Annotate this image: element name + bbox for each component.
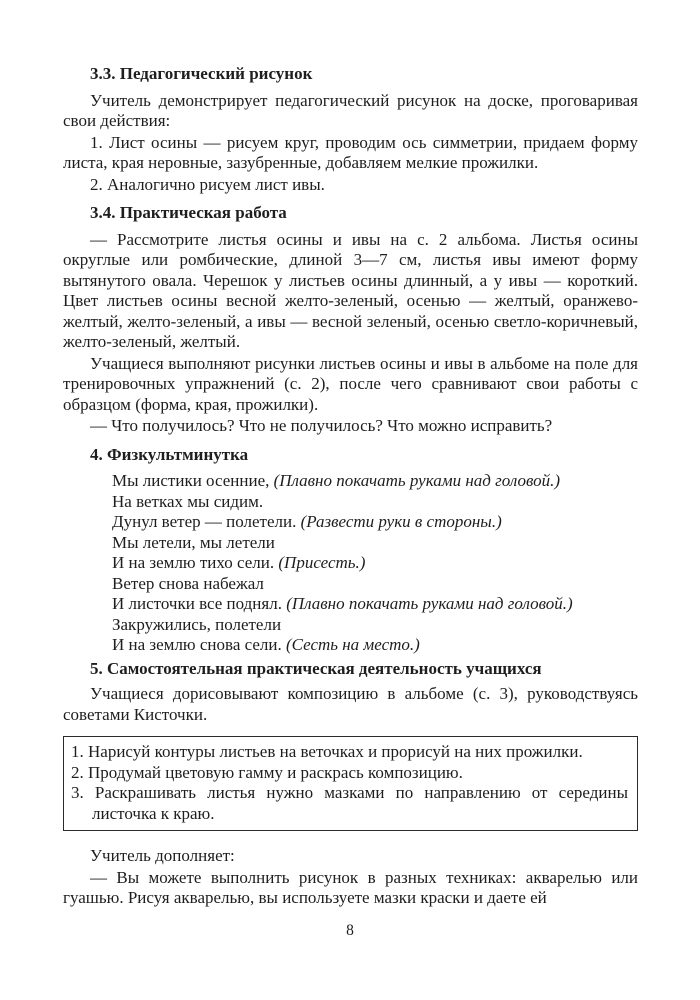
section-heading-3-3: 3.3. Педагогический рисунок: [90, 64, 313, 83]
poem-line-text: И листочки все поднял.: [112, 594, 282, 613]
poem-line-text: Закружились, полетели: [112, 614, 282, 634]
poem-line: [112, 471, 638, 492]
poem-line-action: (Плавно покачать руками над головой.): [286, 594, 573, 613]
poem-line: [112, 594, 638, 615]
section-heading-3-4: 3.4. Практическая работа: [90, 203, 287, 222]
section-heading-4: 4. Физкультминутка: [90, 444, 249, 464]
paragraph-independent: Учащиеся дорисовывают композицию в альбоме (с. 3), руководствуясь советами Кисточки.: [63, 684, 638, 724]
task-item: 1. Нарисуй контуры листьев на веточках и прорисуй на них прожилки.: [71, 742, 583, 761]
poem-line-text: Мы листики осенние,: [112, 471, 270, 490]
task-box: [63, 736, 638, 831]
poem-line: [112, 635, 638, 656]
poem-line-action: (Развести руки в стороны.): [300, 512, 502, 531]
poem-line: [112, 492, 638, 513]
poem-line-text: На ветках мы сидим.: [112, 491, 264, 511]
poem-line: [112, 615, 638, 636]
page-body: [63, 56, 638, 909]
poem-line-text: Дунул ветер — полетели.: [112, 512, 297, 531]
paragraph-step-1: 1. Лист осины — рисуем круг, проводим ось симметрии, придаем форму листа, края неровные, зазубренные, добавляем мелкие прожилки.: [63, 132, 638, 172]
paragraph-album-work: Учащиеся выполняют рисунки листьев осины и ивы в альбоме на поле для тренировочных упражнений (с. 2), после чего сравнивают свои работы с образцом (форма, края, прожилки).: [63, 353, 638, 414]
poem-line: [112, 553, 638, 574]
paragraph-practice: — Рассмотрите листья осины и ивы на с. 2 альбома. Листья осины округлые или ромбические, длиной 3—7 см, листья ивы имеют форму вытянутого овала. Черешок у листьев осины длинный, а у ивы — короткий. Цвет листьев осины весной желто-зеленый, осенью — желтый, оранжево-желтый, желто-зеленый, а ивы — весной зеленый, осенью светло-коричневый, желто-зеленый, желтый.: [63, 229, 638, 351]
paragraph-step-2: 2. Аналогично рисуем лист ивы.: [90, 174, 325, 194]
poem-line-text: Ветер снова набежал: [112, 573, 264, 593]
poem-line-text: Мы летели, мы летели: [112, 532, 275, 552]
paragraph-questions: — Что получилось? Что не получилось? Что можно исправить?: [90, 416, 553, 435]
poem-line-text: И на землю тихо сели.: [112, 553, 275, 572]
task-item: 2. Продумай цветовую гамму и раскрась композицию.: [71, 762, 463, 782]
poem-line-action: (Плавно покачать руками над головой.): [273, 471, 561, 490]
poem-line-action: (Присесть.): [278, 553, 366, 572]
poem-line-text: И на землю снова сели.: [112, 635, 282, 654]
poem: [112, 471, 638, 656]
poem-line: [112, 512, 638, 533]
paragraph-techniques: — Вы можете выполнить рисунок в разных техниках: акварелью или гуашью. Рисуя акварелью, вы используете мазки краски и даете ей: [63, 867, 638, 907]
poem-line-action: (Сесть на место.): [286, 635, 420, 654]
page-number: 8: [346, 922, 354, 939]
paragraph-teacher-adds: Учитель дополняет:: [90, 846, 235, 865]
task-item: 3. Раскрашивать листья нужно мазками по направлению от середины листочка к краю.: [71, 783, 628, 823]
section-heading-5: 5. Самостоятельная практическая деятельность учащихся: [90, 658, 542, 678]
paragraph-teacher-demo: Учитель демонстрирует педагогический рисунок на доске, проговаривая свои действия:: [63, 90, 638, 130]
poem-line: [112, 533, 638, 554]
poem-line: [112, 574, 638, 595]
